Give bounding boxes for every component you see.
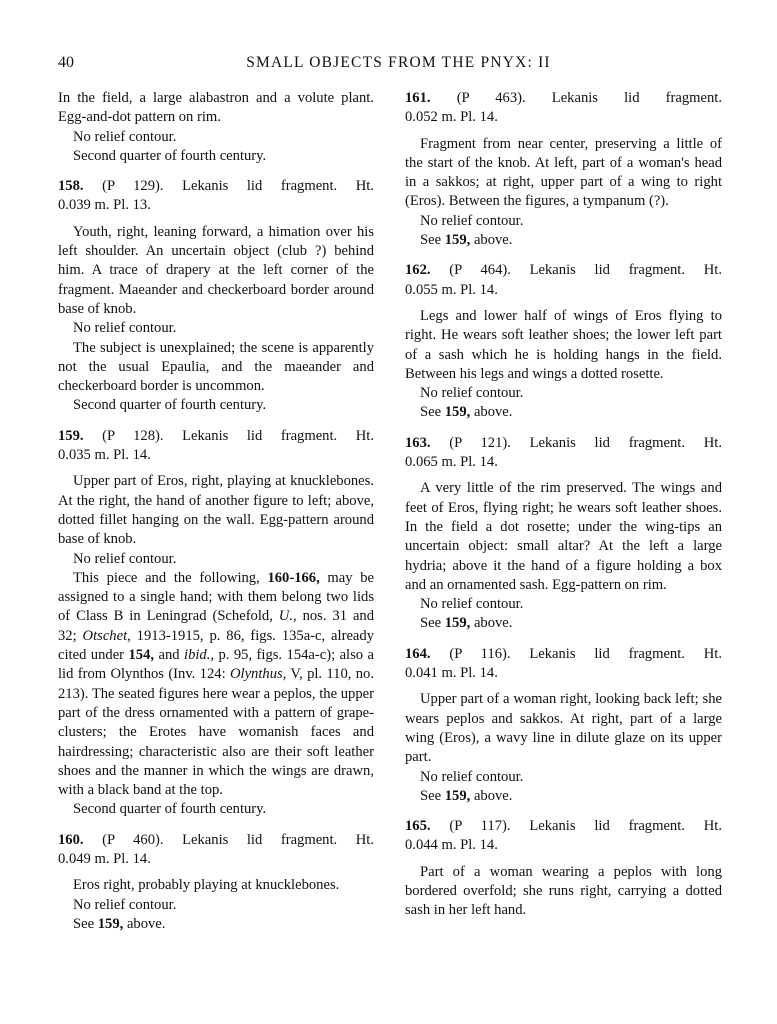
entry-158-head-line2: 0.039 m. Pl. 13.: [58, 197, 151, 214]
entry-159-contour: No relief contour.: [73, 550, 177, 567]
entry-159-heading: [58, 427, 374, 466]
citation-u: U.,: [278, 608, 297, 625]
entry-161-description: Fragment from near center, preserving a little of the start of the knob. At left, part of a woman's head in a sakkos; at right, upper part of a wing to right (Eros). Between the figures, a tympanum (?).: [405, 135, 722, 210]
entry-161-head-line2: 0.052 m. Pl. 14.: [405, 109, 498, 126]
entry-161-see: See 159, above.: [420, 232, 513, 249]
entry-163-number: 163.: [405, 434, 431, 451]
entry-164-contour: No relief contour.: [420, 768, 524, 785]
entry-162-heading: [405, 261, 722, 300]
citation-ibid: ibid.,: [184, 647, 215, 664]
entry-163-head-line2: 0.065 m. Pl. 14.: [405, 454, 498, 471]
entry-161-number: 161.: [405, 90, 431, 106]
entry-163-description: A very little of the rim preserved. The wings and feet of Eros, flying right; he wears soft leather shoes. In the field a dot rosette; under the wing-tips an uncertain object: small altar? At the left a large hydria; above it the hand of a figure holding a box and an ornamented sash. Egg-pattern on rim.: [405, 480, 722, 593]
entry-164-see: See 159, above.: [420, 787, 513, 804]
entry-165-head-line1: (P 117). Lekanis lid fragment. Ht.: [449, 818, 723, 835]
right-column: [405, 89, 722, 921]
entry-161-contour: No relief contour.: [420, 212, 524, 229]
entry-159-head-line1: (P 128). Lekanis lid fragment. Ht.: [102, 427, 374, 444]
citation-olynthus: Olynthus,: [229, 666, 287, 683]
entry-159-discussion: This piece and the following, 160-166, may be assigned to a single hand; with them belong two lids of Class B in Leningrad (Schefold, U., nos. 31 and 32; Otschet, 1913-1915, p. 86, figs. 135a-c, already cited under 154, and ibid., p. 95, figs. 154a-c); also a lid from Olynthos (Inv. 124: Olynthus, V, pl. 110, no. 213). The seated figures here wear a peplos, the upper part of the dress ornamented with a pattern of grape-clusters; the Erotes have womanish faces and hairdressing; characteristic also are their soft leather shoes and the manner in which the wings are drawn, with a black band at the top.: [58, 569, 375, 799]
entry-159-description: Upper part of Eros, right, playing at knucklebones. At the right, the hand of another figure to left; above, dotted fillet hanging on the wall. Egg-pattern around base of knob.: [58, 473, 374, 548]
cross-ref-159: 159,: [97, 915, 124, 932]
entry-161-heading: [405, 89, 722, 128]
entry-162-head-line1: (P 464). Lekanis lid fragment. Ht.: [449, 262, 722, 279]
entry-159-head-line2: 0.035 m. Pl. 14.: [58, 447, 151, 464]
entry-160-heading: [58, 831, 374, 870]
entry-164-description: Upper part of a woman right, looking back left; she wears peplos and sakkos. At right, part of a large wing (Eros), a wavy line in dilute glaze on its upper part.: [405, 691, 722, 766]
cross-ref-159: 159,: [444, 232, 471, 249]
entry-160-head-line2: 0.049 m. Pl. 14.: [58, 850, 151, 867]
cross-ref-159: 159,: [444, 615, 471, 632]
entry-163-see: See 159, above.: [420, 615, 513, 632]
running-title: SMALL OBJECTS FROM THE PNYX: II: [246, 54, 551, 71]
entry-158-contour: No relief contour.: [73, 320, 177, 337]
entry-165-description: Part of a woman wearing a peplos with long bordered overfold; she runs right, carrying a dotted sash in her left hand.: [405, 863, 722, 919]
entry-158-head-line1: (P 129). Lekanis lid fragment. Ht.: [102, 178, 374, 195]
entry-159-number: 159.: [58, 427, 84, 444]
entry-165-head-line2: 0.044 m. Pl. 14.: [405, 837, 498, 854]
entry-165-number: 165.: [405, 818, 431, 835]
entry-164-head-line2: 0.041 m. Pl. 14.: [405, 665, 498, 682]
entry-162-see: See 159, above.: [420, 404, 513, 421]
entry-162-head-line2: 0.055 m. Pl. 14.: [405, 281, 498, 298]
continuation-date: Second quarter of fourth century.: [73, 147, 267, 164]
entry-158-heading: [58, 177, 374, 216]
citation-otschet: Otschet,: [82, 627, 131, 644]
page-number: 40: [58, 54, 74, 71]
continuation-text: In the field, a large alabastron and a volute plant. Egg-and-dot pattern on rim.: [58, 90, 374, 126]
entry-162-description: Legs and lower half of wings of Eros flying to right. He wears soft leather shoes; the lower left part of a sash which he is holding hangs in the field. Between his legs and wings a dotted rosette.: [405, 307, 722, 382]
entry-159-date: Second quarter of fourth century.: [73, 801, 267, 818]
entry-164-head-line1: (P 116). Lekanis lid fragment. Ht.: [449, 645, 723, 662]
entry-160-head-line1: (P 460). Lekanis lid fragment. Ht.: [102, 831, 374, 848]
cross-ref-154: 154,: [128, 647, 155, 664]
entry-162-contour: No relief contour.: [420, 385, 524, 402]
entry-160-number: 160.: [58, 831, 84, 848]
entry-158-date: Second quarter of fourth century.: [73, 397, 267, 414]
left-column: [58, 89, 374, 934]
entry-164-number: 164.: [405, 645, 431, 662]
entry-160-contour: No relief contour.: [73, 896, 177, 913]
entry-158-number: 158.: [58, 178, 84, 195]
entry-165-heading: [405, 817, 722, 856]
entry-160-see: See 159, above.: [73, 915, 166, 932]
entry-163-head-line1: (P 121). Lekanis lid fragment. Ht.: [449, 434, 722, 451]
entry-158-description: Youth, right, leaning forward, a himation over his left shoulder. An uncertain object (club ?) behind him. A trace of drapery at the left corner of the fragment. Maeander and checkerboard border around base of knob.: [58, 223, 374, 317]
entry-162-number: 162.: [405, 262, 431, 279]
entry-160-description: Eros right, probably playing at knucklebones.: [73, 877, 340, 894]
cross-ref-159: 159,: [444, 404, 471, 421]
cross-ref-160-166: 160-166,: [267, 569, 320, 586]
entry-158-note: The subject is unexplained; the scene is apparently not the usual Epaulia, and the maeander and checkerboard border is uncommon.: [58, 339, 374, 395]
entry-163-contour: No relief contour.: [420, 596, 524, 613]
continuation-contour: No relief contour.: [73, 128, 177, 145]
entry-164-heading: [405, 645, 722, 684]
entry-163-heading: [405, 434, 722, 473]
entry-161-head-line1: (P 463). Lekanis lid fragment.: [456, 90, 722, 106]
cross-ref-159: 159,: [444, 787, 471, 804]
